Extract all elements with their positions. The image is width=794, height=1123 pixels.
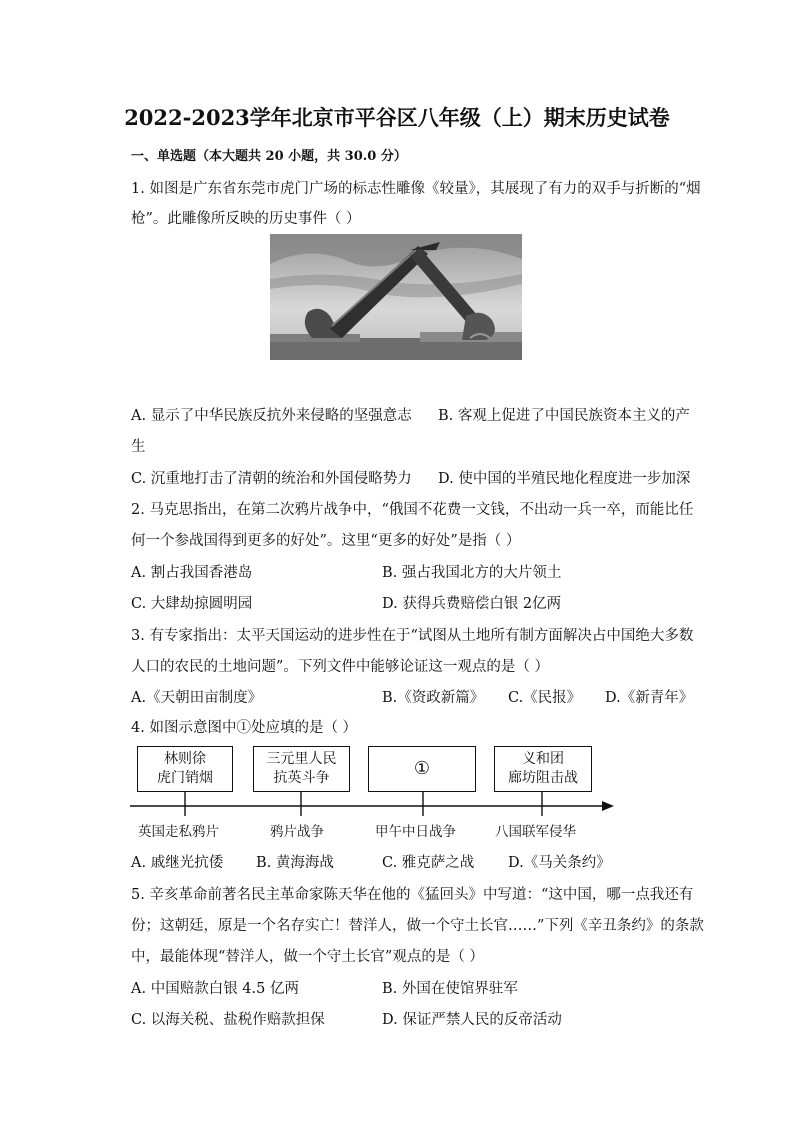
q1-option-a: A. 显示了中华民族反抗外来侵略的坚强意志 xyxy=(131,408,412,424)
q2-option-d: D. 获得兵费赔偿白银 2亿两 xyxy=(382,596,562,612)
q1-option-b: B. 客观上促进了中国民族资本主义的产 xyxy=(438,408,690,424)
q4-option-c: C. 雅克萨之战 xyxy=(382,855,475,871)
question-2-line-1: 2. 马克思指出，在第二次鸦片战争中，“俄国不花费一文钱，不出动一兵一卒，而能比任 xyxy=(131,502,694,518)
timeline-box-2 xyxy=(253,746,350,792)
q5-option-a: A. 中国赔款白银 4.5 亿两 xyxy=(131,981,299,997)
question-2-line-2: 何一个参战国得到更多的好处”。这里“更多的好处”是指（ ） xyxy=(131,533,521,549)
section-heading: 一、单选题（本大题共 20 小题，共 30.0 分） xyxy=(131,149,407,164)
timeline-box-4-bottom: 廊坊阻击战 xyxy=(508,770,578,786)
timeline-box-1 xyxy=(137,746,233,792)
timeline-box-4-top: 义和团 xyxy=(522,751,564,767)
timeline-box-3-marker: ① xyxy=(413,758,431,779)
q2-option-b: B. 强占我国北方的大片领土 xyxy=(382,565,562,581)
question-4-line-1: 4. 如图示意图中①处应填的是（ ） xyxy=(131,720,358,736)
sculpture-image xyxy=(270,234,522,360)
q1-option-b-continued: 生 xyxy=(131,439,146,455)
q2-option-c: C. 大肆劫掠圆明园 xyxy=(131,596,253,612)
question-1-line-2: 枪”。此雕像所反映的历史事件（ ） xyxy=(131,211,361,227)
timeline-box-3-blank xyxy=(368,746,476,792)
q5-option-b: B. 外国在使馆界驻军 xyxy=(382,981,518,997)
q5-option-d: D. 保证严禁人民的反帝活动 xyxy=(382,1012,562,1028)
q1-option-d: D. 使中国的半殖民地化程度进一步加深 xyxy=(438,471,691,487)
q5-option-c: C. 以海关税、盐税作赔款担保 xyxy=(131,1012,325,1028)
question-5-line-2: 份；这朝廷，原是一个名存实亡！替洋人，做一个守土长官……”下列《辛丑条约》的条款 xyxy=(131,918,704,934)
q4-option-d: D.《马关条约》 xyxy=(508,855,611,871)
timeline-axis xyxy=(128,790,618,818)
q4-option-a: A. 戚继光抗倭 xyxy=(131,855,224,871)
q2-option-a: A. 割占我国香港岛 xyxy=(131,565,253,581)
timeline-box-2-bottom: 抗英斗争 xyxy=(273,770,330,786)
question-5-line-1: 5. 辛亥革命前著名民主革命家陈天华在他的《猛回头》中写道：“这中国，哪一点我还有 xyxy=(131,887,694,903)
q3-option-b: B.《资政新篇》 xyxy=(382,690,485,706)
q1-option-c: C. 沉重地打击了清朝的统治和外国侵略势力 xyxy=(131,471,412,487)
timeline-label-4: 八国联军侵华 xyxy=(495,824,576,840)
question-3-line-1: 3. 有专家指出：太平天国运动的进步性在于“试图从土地所有制方面解决占中国绝大多数 xyxy=(131,628,694,644)
q3-option-a: A.《天朝田亩制度》 xyxy=(131,690,263,706)
timeline-box-1-top: 林则徐 xyxy=(164,751,206,767)
q3-option-d: D.《新青年》 xyxy=(605,690,694,706)
q3-option-c: C.《民报》 xyxy=(508,690,582,706)
timeline-box-2-top: 三元里人民 xyxy=(266,751,337,767)
timeline-box-1-bottom: 虎门销烟 xyxy=(157,770,213,786)
q4-option-b: B. 黄海海战 xyxy=(256,855,334,871)
timeline-label-3: 甲午中日战争 xyxy=(375,824,456,840)
sculpture-photo xyxy=(270,234,522,360)
question-5-line-3: 中，最能体现“替洋人，做一个守土长官”观点的是（ ） xyxy=(131,949,484,965)
timeline-label-1: 英国走私鸦片 xyxy=(138,824,219,840)
timeline-label-2: 鸦片战争 xyxy=(270,824,324,840)
exam-title: 2022-2023学年北京市平谷区八年级（上）期末历史试卷 xyxy=(124,105,670,130)
timeline-box-4 xyxy=(494,746,592,792)
question-1-line-1: 1. 如图是广东省东莞市虎门广场的标志性雕像《较量》，其展现了有力的双手与折断的“烟 xyxy=(131,181,701,197)
question-3-line-2: 人口的农民的土地问题”。下列文件中能够论证这一观点的是（ ） xyxy=(131,659,550,675)
